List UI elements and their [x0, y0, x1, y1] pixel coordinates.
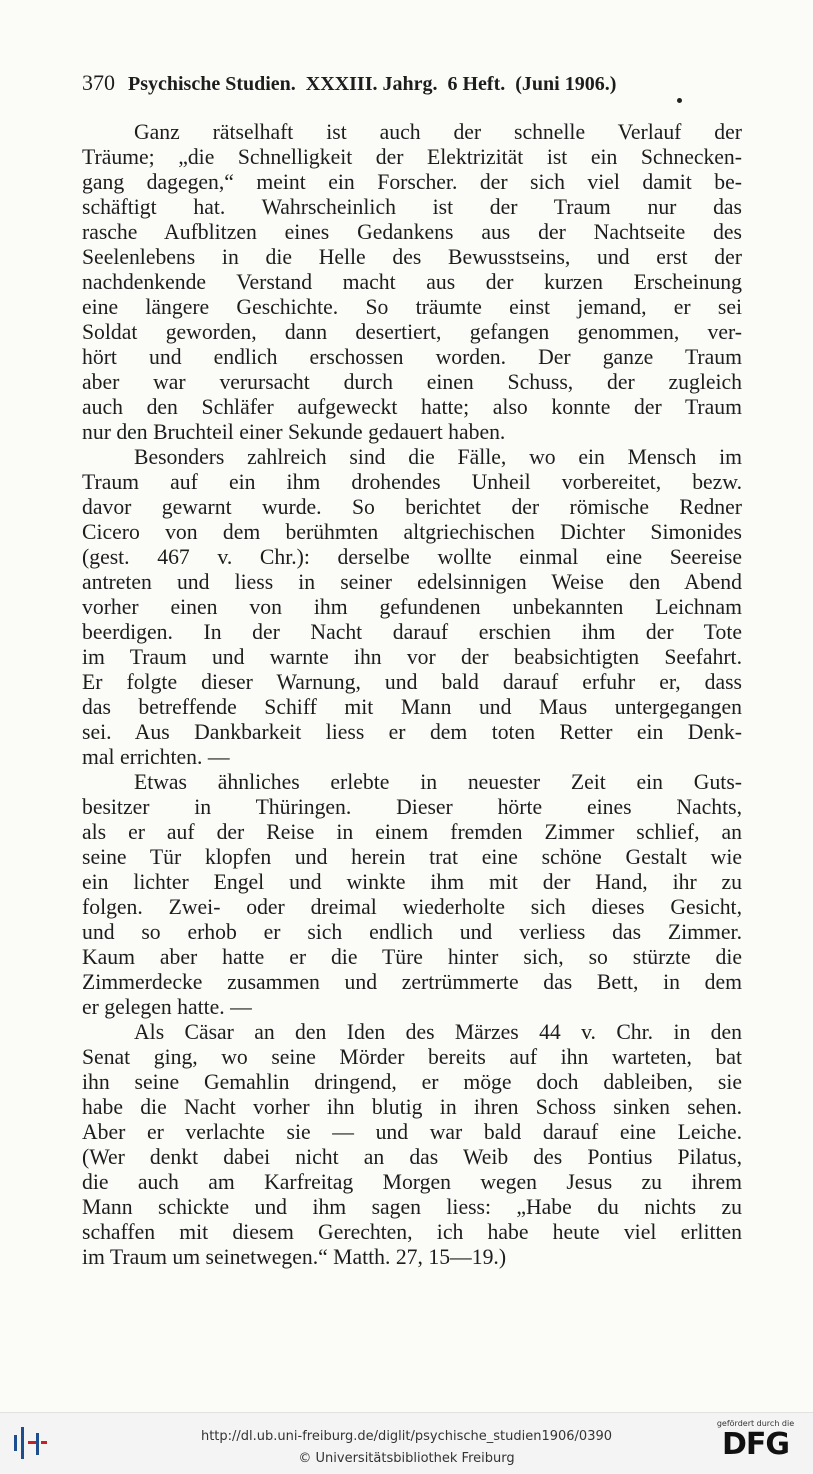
ink-speck: [677, 98, 682, 103]
source-url-link[interactable]: http://dl.ub.uni-freiburg.de/diglit/psychische_studien1906/0390: [200, 1429, 613, 1444]
text-line: Etwas ähnliches erlebte in neuester Zeit ein Guts-: [134, 770, 742, 794]
footer-bar: [0, 1412, 813, 1474]
text-line: hört und endlich erschossen worden. Der ganze Traum: [82, 345, 742, 369]
text-line: Zimmerdecke zusammen und zertrümmerte das Bett, in dem: [82, 970, 742, 994]
text-line: folgen. Zwei- oder dreimal wiederholte sich dieses Gesicht,: [82, 895, 742, 919]
dfg-logo-text: DFG: [721, 1427, 790, 1462]
text-line: vorher einen von ihm gefundenen unbekannten Leichnam: [82, 595, 742, 619]
text-line: Soldat geworden, dann desertiert, gefangen genommen, ver-: [82, 320, 742, 344]
text-line: Er folgte dieser Warnung, und bald darauf erfuhr er, dass: [82, 670, 742, 694]
text-line: beerdigen. In der Nacht darauf erschien ihm der Tote: [82, 620, 742, 644]
page-number: 370: [82, 70, 115, 95]
body-text: [82, 120, 742, 1270]
text-line: und so erhob er sich endlich und verliess das Zimmer.: [82, 920, 742, 944]
text-line: eine längere Geschichte. So träumte einst jemand, er sei: [82, 295, 742, 319]
text-line: als er auf der Reise in einem fremden Zimmer schlief, an: [82, 820, 742, 844]
text-line: auch den Schläfer aufgeweckt hatte; also konnte der Traum: [82, 395, 742, 419]
text-line: Aber er verlachte sie — und war bald darauf eine Leiche.: [82, 1120, 742, 1144]
text-line: antreten und liess in seiner edelsinnigen Weise den Abend: [82, 570, 742, 594]
text-line: Mann schickte und ihm sagen liess: „Habe du nichts zu: [82, 1195, 742, 1219]
text-line: ein lichter Engel und winkte ihm mit der Hand, ihr zu: [82, 870, 742, 894]
text-line: seine Tür klopfen und herein trat eine schöne Gestalt wie: [82, 845, 742, 869]
text-line: habe die Nacht vorher ihn blutig in ihren Schoss sinken sehen.: [82, 1095, 742, 1119]
text-line: im Traum um seinetwegen.“ Matth. 27, 15—19.): [82, 1245, 507, 1269]
text-line: besitzer in Thüringen. Dieser hörte eines Nachts,: [82, 795, 742, 819]
text-line: schäftigt hat. Wahrscheinlich ist der Traum nur das: [82, 195, 742, 219]
text-line: gang dagegen,“ meint ein Forscher. der sich viel damit be-: [82, 170, 742, 194]
text-line: ihn seine Gemahlin dringend, er möge doch dableiben, sie: [82, 1070, 742, 1094]
text-line: nur den Bruchteil einer Sekunde gedauert haben.: [82, 420, 506, 444]
dfg-logo[interactable]: [708, 1419, 803, 1462]
text-line: das betreffende Schiff mit Mann und Maus untergegangen: [82, 695, 742, 719]
text-line: schaffen mit diesem Gerechten, ich habe heute viel erlitten: [82, 1220, 742, 1244]
text-line: sei. Aus Dankbarkeit liess er dem toten Retter ein Denk-: [82, 720, 742, 744]
dfg-caption: gefördert durch die: [716, 1419, 795, 1428]
text-line: Kaum aber hatte er die Türe hinter sich, so stürzte die: [82, 945, 742, 969]
text-line: mal errichten. —: [82, 745, 230, 769]
text-line: nachdenkende Verstand macht aus der kurzen Erscheinung: [82, 270, 742, 294]
text-line: (gest. 467 v. Chr.): derselbe wollte einmal eine Seereise: [82, 545, 742, 569]
text-line: rasche Aufblitzen eines Gedankens aus der Nachtseite des: [82, 220, 742, 244]
text-line: Besonders zahlreich sind die Fälle, wo ein Mensch im: [134, 445, 742, 469]
running-title: Psychische Studien. XXXIII. Jahrg. 6 Heft. (Juni 1906.): [128, 73, 617, 95]
text-line: im Traum und warnte ihn vor der beabsichtigten Seefahrt.: [82, 645, 742, 669]
page-header: [82, 70, 722, 96]
text-line: Als Cäsar an den Iden des Märzes 44 v. Chr. in den: [134, 1020, 742, 1044]
text-line: Seelenlebens in die Helle des Bewusstseins, und erst der: [82, 245, 742, 269]
text-line: Träume; „die Schnelligkeit der Elektrizität ist ein Schnecken-: [82, 145, 742, 169]
text-line: die auch am Karfreitag Morgen wegen Jesus zu ihrem: [82, 1170, 742, 1194]
text-line: Senat ging, wo seine Mörder bereits auf ihn warteten, bat: [82, 1045, 742, 1069]
text-line: Ganz rätselhaft ist auch der schnelle Verlauf der: [134, 120, 742, 144]
text-line: (Wer denkt dabei nicht an das Weib des Pontius Pilatus,: [82, 1145, 742, 1169]
text-line: Cicero von dem berühmten altgriechischen Dichter Simonides: [82, 520, 742, 544]
copyright-notice: © Universitätsbibliothek Freiburg: [298, 1451, 515, 1466]
text-line: aber war verursacht durch einen Schuss, der zugleich: [82, 370, 742, 394]
text-line: davor gewarnt wurde. So berichtet der römische Redner: [82, 495, 742, 519]
text-line: er gelegen hatte. —: [82, 995, 252, 1019]
text-line: Traum auf ein ihm drohendes Unheil vorbereitet, bezw.: [82, 470, 742, 494]
